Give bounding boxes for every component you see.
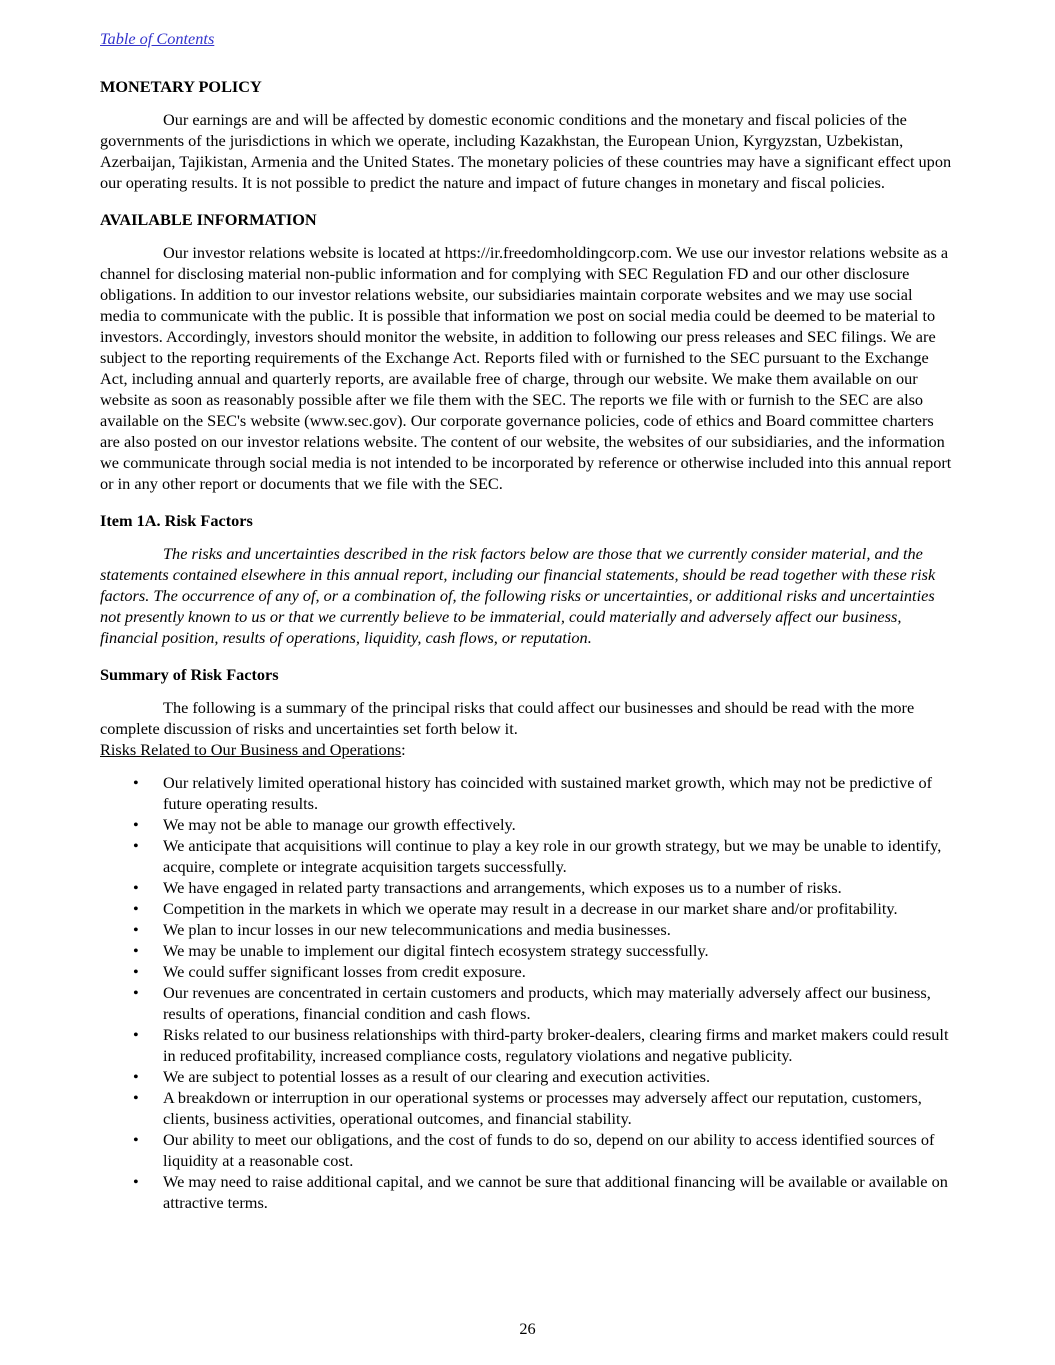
summary-of-risk-factors-paragraph: The following is a summary of the principal risks that could affect our businesses and should be read with the more complete discussion of risks and uncertainties set forth below it. bbox=[100, 698, 915, 738]
heading-risks-business-operations-colon: : bbox=[401, 740, 406, 759]
toc-link-row bbox=[100, 28, 955, 49]
table-of-contents-link[interactable]: Table of Contents bbox=[100, 29, 215, 48]
risk-bullet: • We have engaged in related party transactions and arrangements, which exposes us to a number of risks. bbox=[100, 877, 955, 898]
heading-available-information: AVAILABLE INFORMATION bbox=[100, 210, 317, 229]
heading-summary-of-risk-factors: Summary of Risk Factors bbox=[100, 665, 279, 684]
page-number: 26 bbox=[519, 1319, 536, 1338]
risk-bullet: • We may be unable to implement our digital fintech ecosystem strategy successfully. bbox=[100, 940, 955, 961]
heading-monetary-policy: MONETARY POLICY bbox=[100, 77, 262, 96]
risk-bullet: • We may not be able to manage our growth effectively. bbox=[100, 814, 955, 835]
heading-risks-business-operations-text: Risks Related to Our Business and Operations bbox=[100, 740, 402, 759]
risk-bullet: • Our ability to meet our obligations, and the cost of funds to do so, depend on our ability to access identified sources of liquidity at a reasonable cost. bbox=[100, 1129, 955, 1171]
risk-bullet: • Our revenues are concentrated in certain customers and products, which may materially adversely affect our business, results of operations, financial condition and cash flows. bbox=[100, 982, 955, 1024]
risk-factors-intro-paragraph: The risks and uncertainties described in the risk factors below are those that we currently consider material, and the statements contained elsewhere in this annual report, including our financial statements, should be read together with these risk factors. The occurrence of any of, or a combination of, the following risks or uncertainties, or additional risks and uncertainties not presently known to us or that we currently believe to be immaterial, could materially and adversely affect our business, financial position, results of operations, liquidity, cash flows, or reputation. bbox=[100, 544, 936, 647]
risk-bullet: • We may need to raise additional capital, and we cannot be sure that additional financing will be available or available on attractive terms. bbox=[100, 1171, 955, 1213]
risk-bullet: • We plan to incur losses in our new telecommunications and media businesses. bbox=[100, 919, 955, 940]
risk-bullet: • We anticipate that acquisitions will continue to play a key role in our growth strategy, but we may be unable to identify, acquire, complete or integrate acquisition targets successfully. bbox=[100, 835, 955, 877]
risk-bullet: • Risks related to our business relationships with third-party broker-dealers, clearing firms and market makers could result in reduced profitability, increased compliance costs, regulatory violations and negative publicity. bbox=[100, 1024, 955, 1066]
monetary-policy-paragraph: Our earnings are and will be affected by domestic economic conditions and the monetary and fiscal policies of the governments of the jurisdictions in which we operate, including Kazakhstan, the European Union, Kyrgyzstan, Uzbekistan, Azerbaijan, Tajikistan, Armenia and the United States. The monetary policies of these countries may have a significant effect upon our operating results. It is not possible to predict the nature and impact of future changes in monetary and fiscal policies. bbox=[100, 110, 952, 192]
heading-item-1a-risk-factors: Item 1A. Risk Factors bbox=[100, 511, 253, 530]
risk-bullet: • A breakdown or interruption in our operational systems or processes may adversely affect our reputation, customers, clients, business activities, operational outcomes, and financial stability. bbox=[100, 1087, 955, 1129]
risk-bullet-list bbox=[100, 772, 955, 1213]
heading-risks-business-operations bbox=[100, 739, 955, 760]
risk-bullet: • Our relatively limited operational history has coincided with sustained market growth, which may not be predictive of future operating results. bbox=[100, 772, 955, 814]
risk-bullet: • We are subject to potential losses as a result of our clearing and execution activities. bbox=[100, 1066, 955, 1087]
risk-bullet: • Competition in the markets in which we operate may result in a decrease in our market share and/or profitability. bbox=[100, 898, 955, 919]
risk-bullet: • We could suffer significant losses from credit exposure. bbox=[100, 961, 955, 982]
available-information-paragraph: Our investor relations website is located at https://ir.freedomholdingcorp.com. We use our investor relations website as a channel for disclosing material non-public information and for complying with SEC Regulation FD and our other disclosure obligations. In addition to our investor relations website, our subsidiaries maintain corporate websites and we may use social media to communicate with the public. It is possible that information we post on social media could be deemed to be material to investors. Accordingly, investors should monitor the website, in addition to following our press releases and SEC filings. We are subject to the reporting requirements of the Exchange Act. Reports filed with or furnished to the SEC pursuant to the Exchange Act, including annual and quarterly reports, are available free of charge, through our website. We make them available on our website as soon as reasonably possible after we file them with the SEC. The reports we file with or furnish to the SEC are also available on the SEC's website (www.sec.gov). Our corporate governance policies, code of ethics and Board committee charters are also posted on our investor relations website. The content of our website, the websites of our subsidiaries, and the information we communicate through social media is not intended to be incorporated by reference or otherwise included into this annual report or in any other report or documents that we file with the SEC. bbox=[100, 243, 952, 493]
